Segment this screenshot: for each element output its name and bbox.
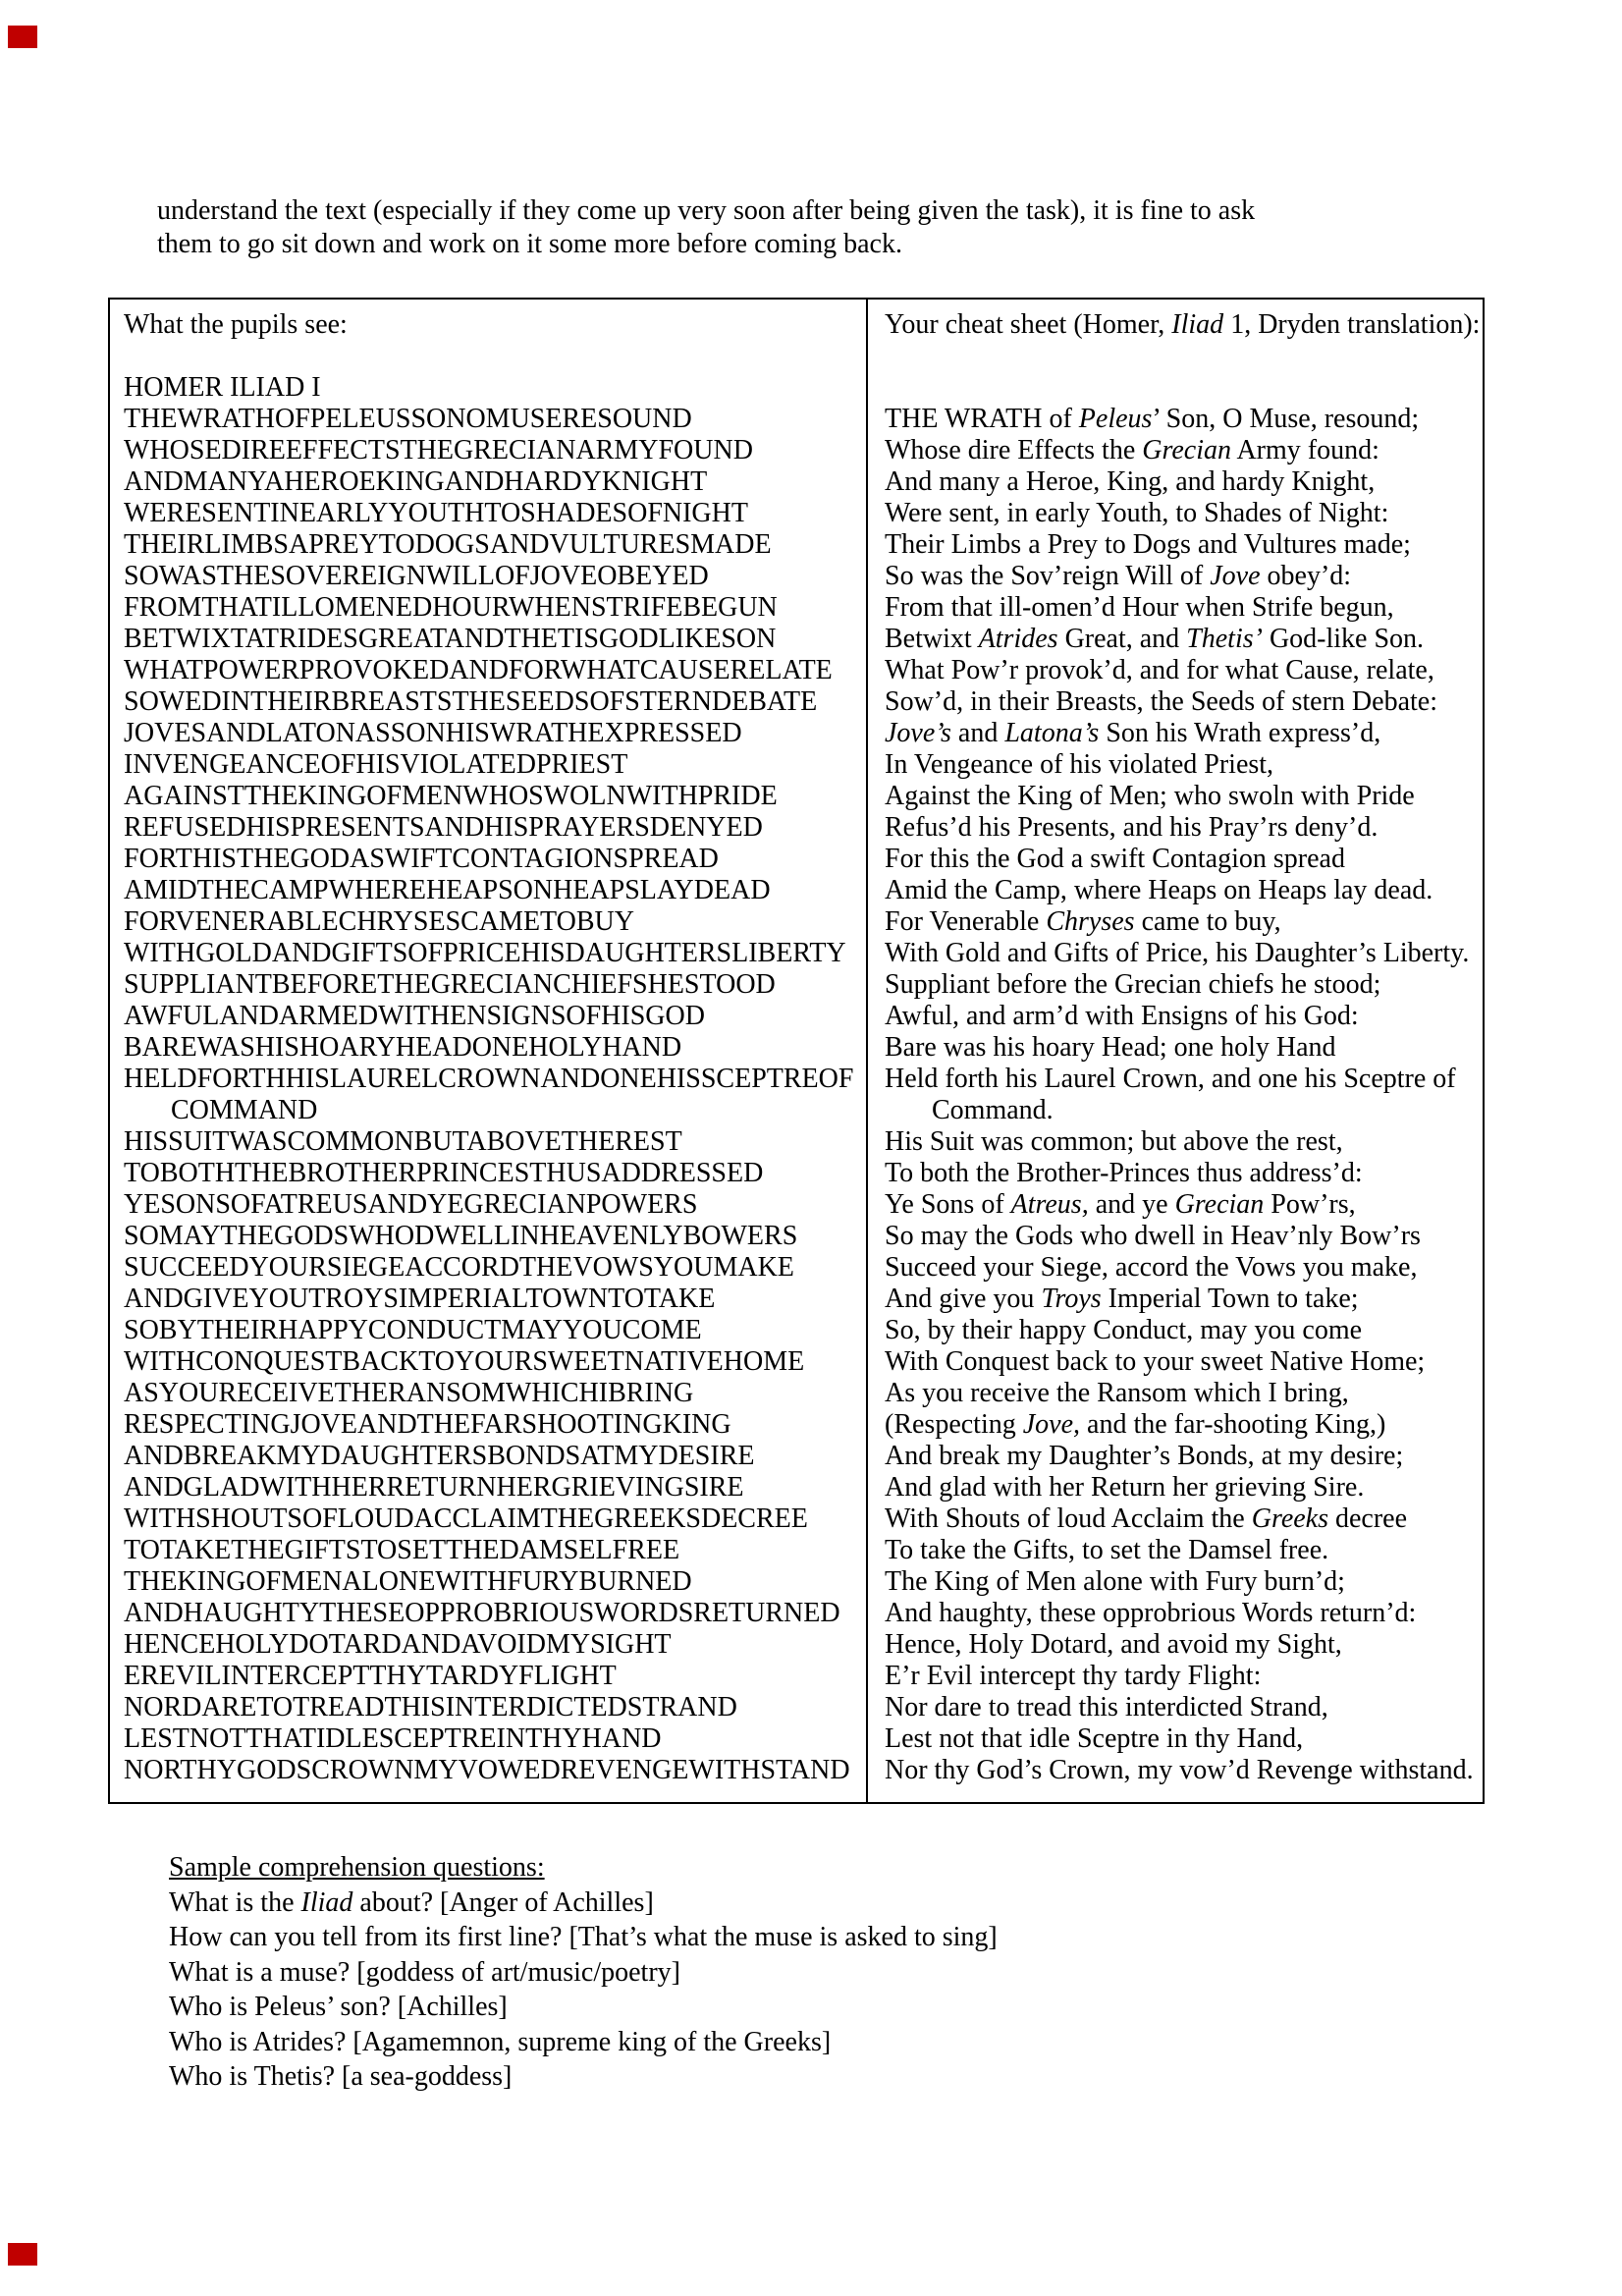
translation-line: THE WRATH of Peleus’ Son, O Muse, resound; (885, 404, 1420, 434)
scriptio-continua-line: LESTNOTTHATIDLESCEPTREINTHYHAND (124, 1723, 662, 1754)
intro-line: understand the text (especially if they come up very soon after being given the task), it is fine to ask (157, 195, 1256, 226)
scriptio-continua-line: REFUSEDHISPRESENTSANDHISPRAYERSDENYED (124, 812, 763, 843)
translation-line: (Respecting Jove, and the far-shooting King,) (885, 1409, 1386, 1440)
question-item: Who is Thetis? [a sea-goddess] (169, 2061, 513, 2092)
scriptio-continua-line: SOMAYTHEGODSWHODWELLINHEAVENLYBOWERS (124, 1221, 798, 1251)
translation-line: Refus’d his Presents, and his Pray’rs deny’d. (885, 812, 1379, 843)
question-item: Who is Atrides? [Agamemnon, supreme king of the Greeks] (169, 2026, 832, 2057)
scriptio-continua-line: BETWIXTATRIDESGREATANDTHETISGODLIKESON (124, 624, 777, 654)
scriptio-continua-line (124, 341, 860, 372)
translation-line: With Conquest back to your sweet Native Home; (885, 1346, 1426, 1377)
right-column-header: Your cheat sheet (Homer, Iliad 1, Dryden translation): (885, 309, 1481, 340)
question-item: What is a muse? [goddess of art/music/poetry] (169, 1956, 680, 1988)
translation-line: Lest not that idle Sceptre in thy Hand, (885, 1723, 1304, 1754)
translation-line: Hence, Holy Dotard, and avoid my Sight, (885, 1629, 1342, 1660)
scriptio-continua-line: SOWASTHESOVEREIGNWILLOFJOVEOBEYED (124, 561, 709, 591)
comprehension-questions-section (169, 1850, 998, 2095)
scriptio-continua-line: WITHSHOUTSOFLOUDACCLAIMTHEGREEKSDECREE (124, 1503, 808, 1534)
translation-line: Nor dare to tread this interdicted Strand, (885, 1692, 1328, 1722)
translation-line: E’r Evil intercept thy tardy Flight: (885, 1661, 1262, 1691)
translation-line: What Pow’r provok’d, and for what Cause, relate, (885, 655, 1434, 685)
translation-line: For this the God a swift Contagion spread (885, 844, 1345, 874)
intro-paragraph (157, 194, 1255, 261)
translation-line: To both the Brother-Princes thus address’d: (885, 1158, 1363, 1188)
scriptio-continua-line: WITHCONQUESTBACKTOYOURSWEETNATIVEHOME (124, 1346, 805, 1377)
translation-line: Held forth his Laurel Crown, and one his Sceptre of (885, 1064, 1456, 1094)
left-column-header: What the pupils see: (124, 309, 348, 340)
scriptio-continua-line: FORVENERABLECHRYSESCAMETOBUY (124, 906, 634, 937)
translation-line: Bare was his hoary Head; one holy Hand (885, 1032, 1336, 1063)
scriptio-continua-line: AGAINSTTHEKINGOFMENWHOSWOLNWITHPRIDE (124, 781, 778, 811)
translation-line: Sow’d, in their Breasts, the Seeds of stern Debate: (885, 686, 1437, 717)
translation-line: And many a Heroe, King, and hardy Knight, (885, 466, 1376, 497)
scriptio-continua-text (124, 341, 860, 1786)
scriptio-continua-line: WERESENTINEARLYYOUTHTOSHADESOFNIGHT (124, 498, 748, 528)
translation-line: So was the Sov’reign Will of Jove obey’d: (885, 561, 1352, 591)
scriptio-continua-line: HENCEHOLYDOTARDANDAVOIDMYSIGHT (124, 1629, 672, 1660)
scriptio-continua-line: WHATPOWERPROVOKEDANDFORWHATCAUSERELATE (124, 655, 833, 685)
translation-line: Suppliant before the Grecian chiefs he stood; (885, 969, 1381, 1000)
translation-line: Jove’s and Latona’s Son his Wrath express’d, (885, 718, 1381, 748)
translation-line: Ye Sons of Atreus, and ye Grecian Pow’rs, (885, 1189, 1356, 1220)
question-item: What is the Iliad about? [Anger of Achilles] (169, 1886, 654, 1918)
translation-line: The King of Men alone with Fury burn’d; (885, 1566, 1345, 1597)
scriptio-continua-line: HELDFORTHHISLAURELCROWNANDONEHISSCEPTREOF (124, 1064, 854, 1094)
scriptio-continua-line: HISSUITWASCOMMONBUTABOVETHEREST (124, 1126, 682, 1157)
scriptio-continua-line: FROMTHATILLOMENEDHOURWHENSTRIFEBEGUN (124, 592, 778, 623)
cheatsheet-cell (868, 300, 1483, 1802)
questions-list (169, 1886, 998, 2095)
red-corner-mark-top (8, 26, 37, 48)
scriptio-continua-line: AMIDTHECAMPWHEREHEAPSONHEAPSLAYDEAD (124, 875, 771, 905)
dryden-translation-text (885, 341, 1481, 1786)
pupils-cheatsheet-table (108, 298, 1485, 1804)
scriptio-continua-line: FORTHISTHEGODASWIFTCONTAGIONSPREAD (124, 844, 719, 874)
scriptio-continua-line: RESPECTINGJOVEANDTHEFARSHOOTINGKING (124, 1409, 731, 1440)
scriptio-continua-line: ASYOURECEIVETHERANSOMWHICHIBRING (124, 1378, 694, 1408)
scriptio-continua-line: YESONSOFATREUSANDYEGRECIANPOWERS (124, 1189, 698, 1220)
scriptio-continua-line: NORTHYGODSCROWNMYVOWEDREVENGEWITHSTAND (124, 1755, 850, 1785)
translation-line: Betwixt Atrides Great, and Thetis’ God-like Son. (885, 624, 1425, 654)
translation-line (885, 341, 1481, 372)
questions-heading: Sample comprehension questions: (169, 1852, 545, 1883)
scriptio-continua-line: THEWRATHOFPELEUSSONOMUSERESOUND (124, 404, 692, 434)
scriptio-continua-line: JOVESANDLATONASSONHISWRATHEXPRESSED (124, 718, 742, 748)
translation-line: With Gold and Gifts of Price, his Daughter’s Liberty. (885, 938, 1470, 968)
scriptio-continua-line: BAREWASHISHOARYHEADONEHOLYHAND (124, 1032, 682, 1063)
scriptio-continua-line: ANDHAUGHTYTHESEOPPROBRIOUSWORDSRETURNED (124, 1598, 840, 1628)
question-item: How can you tell from its first line? [That’s what the muse is asked to sing] (169, 1922, 998, 1952)
scriptio-continua-line: NORDARETOTREADTHISINTERDICTEDSTRAND (124, 1692, 737, 1722)
scriptio-continua-line: THEIRLIMBSAPREYTODOGSANDVULTURESMADE (124, 529, 772, 560)
question-item: Who is Peleus’ son? [Achilles] (169, 1992, 508, 2022)
red-corner-mark-bottom (8, 2243, 37, 2266)
scriptio-continua-line: AWFULANDARMEDWITHENSIGNSOFHISGOD (124, 1001, 705, 1031)
scriptio-continua-line: ANDGLADWITHHERRETURNHERGRIEVINGSIRE (124, 1472, 744, 1503)
translation-line: Awful, and arm’d with Ensigns of his God: (885, 1001, 1359, 1031)
scriptio-continua-line: ANDGIVEYOUTROYSIMPERIALTOWNTOTAKE (124, 1284, 716, 1314)
scriptio-continua-line: WHOSEDIREEFFECTSTHEGRECIANARMYFOUND (124, 435, 753, 465)
scriptio-continua-line: WITHGOLDANDGIFTSOFPRICEHISDAUGHTERSLIBERTY (124, 938, 846, 968)
translation-line: For Venerable Chryses came to buy, (885, 906, 1281, 937)
scriptio-continua-line: HOMER ILIAD I (124, 372, 321, 403)
scriptio-continua-line: ANDMANYAHEROEKINGANDHARDYKNIGHT (124, 466, 708, 497)
scriptio-continua-line: THEKINGOFMENALONEWITHFURYBURNED (124, 1566, 692, 1597)
translation-line: His Suit was common; but above the rest, (885, 1126, 1343, 1157)
translation-line: And haughty, these opprobrious Words return’d: (885, 1598, 1417, 1628)
scriptio-continua-line: TOTAKETHEGIFTSTOSETTHEDAMSELFREE (124, 1535, 680, 1565)
scriptio-continua-line: TOBOTHTHEBROTHERPRINCESTHUSADDRESSED (124, 1158, 764, 1188)
translation-line: In Vengeance of his violated Priest, (885, 749, 1274, 780)
intro-line: them to go sit down and work on it some more before coming back. (157, 229, 902, 259)
pupils-view-cell (110, 300, 868, 1802)
translation-line: So, by their happy Conduct, may you come (885, 1315, 1363, 1345)
translation-line: Were sent, in early Youth, to Shades of Night: (885, 498, 1389, 528)
translation-line: Against the King of Men; who swoln with Pride (885, 781, 1415, 811)
translation-line: And glad with her Return her grieving Sire. (885, 1472, 1365, 1503)
translation-line: From that ill-omen’d Hour when Strife begun, (885, 592, 1394, 623)
scriptio-continua-line: SUCCEEDYOURSIEGEACCORDTHEVOWSYOUMAKE (124, 1252, 794, 1283)
translation-line: Amid the Camp, where Heaps on Heaps lay dead. (885, 875, 1433, 905)
scriptio-continua-line: INVENGEANCEOFHISVIOLATEDPRIEST (124, 749, 628, 780)
scriptio-continua-line: SOWEDINTHEIRBREASTSTHESEEDSOFSTERNDEBATE (124, 686, 818, 717)
scriptio-continua-line: ANDBREAKMYDAUGHTERSBONDSATMYDESIRE (124, 1441, 755, 1471)
translation-line: Whose dire Effects the Grecian Army found: (885, 435, 1379, 465)
translation-line: Their Limbs a Prey to Dogs and Vultures made; (885, 529, 1411, 560)
scriptio-continua-line: COMMAND (171, 1095, 318, 1125)
scriptio-continua-line: SUPPLIANTBEFORETHEGRECIANCHIEFSHESTOOD (124, 969, 776, 1000)
scriptio-continua-line: SOBYTHEIRHAPPYCONDUCTMAYYOUCOME (124, 1315, 702, 1345)
translation-line (885, 372, 1481, 404)
translation-line: Command. (932, 1095, 1054, 1125)
translation-line: So may the Gods who dwell in Heav’nly Bow’rs (885, 1221, 1421, 1251)
translation-line: Succeed your Siege, accord the Vows you make, (885, 1252, 1418, 1283)
translation-line: And give you Troys Imperial Town to take; (885, 1284, 1359, 1314)
scriptio-continua-line: EREVILINTERCEPTTHYTARDYFLIGHT (124, 1661, 617, 1691)
translation-line: And break my Daughter’s Bonds, at my desire; (885, 1441, 1404, 1471)
translation-line: With Shouts of loud Acclaim the Greeks decree (885, 1503, 1408, 1534)
translation-line: Nor thy God’s Crown, my vow’d Revenge withstand. (885, 1755, 1474, 1785)
translation-line: To take the Gifts, to set the Damsel free. (885, 1535, 1329, 1565)
translation-line: As you receive the Ransom which I bring, (885, 1378, 1349, 1408)
